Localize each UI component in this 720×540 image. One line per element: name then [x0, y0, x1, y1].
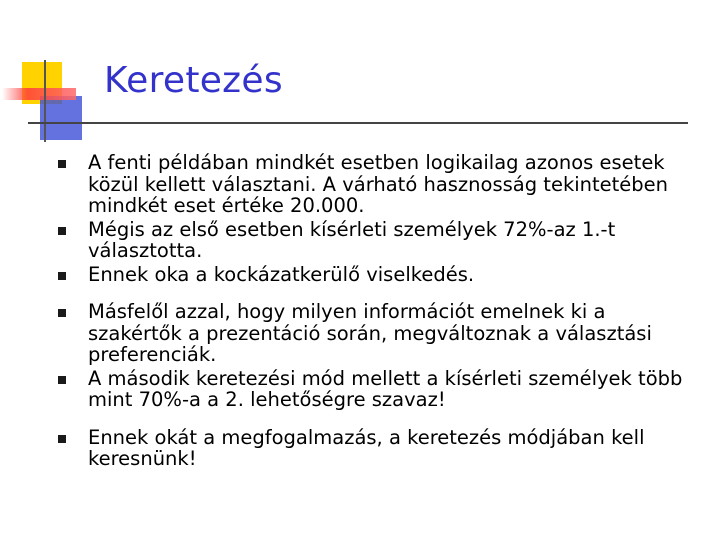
list-item — [58, 219, 698, 262]
bullet-square-icon — [58, 160, 66, 168]
bullet-text: A fenti példában mindkét esetben logikailag azonos esetek közül kellett választani. A várható hasznosság tekintetében mindkét eset értéke 20.000. — [88, 151, 669, 217]
bullet-text: A második keretezési mód mellett a kísérleti személyek több mint 70%-a a 2. lehetőségre szavaz! — [88, 366, 683, 411]
bullet-text: Ennek okát a megfogalmazás, a keretezés módjában kell keresnünk! — [88, 425, 645, 470]
logo-blue-square — [40, 96, 82, 140]
list-item — [58, 368, 698, 411]
bullet-text: Ennek oka a kockázatkerülő viselkedés. — [88, 262, 475, 286]
title-underline — [28, 122, 688, 124]
bullet-square-icon — [58, 227, 66, 235]
list-item — [58, 427, 698, 470]
bullet-text: Mégis az első esetben kísérleti személyek 72%-az 1.-t választotta. — [88, 217, 616, 262]
bullet-text: Másfelől azzal, hogy milyen információt emelnek ki a szakértők a prezentáció során, megváltoznak a választási preferenciák. — [88, 300, 652, 366]
list-item — [58, 264, 698, 286]
bullet-square-icon — [58, 272, 66, 280]
logo-red-bar — [2, 88, 76, 100]
list-item — [58, 301, 698, 366]
page-title: Keretezés — [104, 60, 283, 101]
bullet-list — [58, 152, 698, 470]
bullet-square-icon — [58, 309, 66, 317]
logo-vertical-line — [44, 60, 46, 142]
bullet-square-icon — [58, 435, 66, 443]
list-item — [58, 152, 698, 217]
bullet-square-icon — [58, 376, 66, 384]
